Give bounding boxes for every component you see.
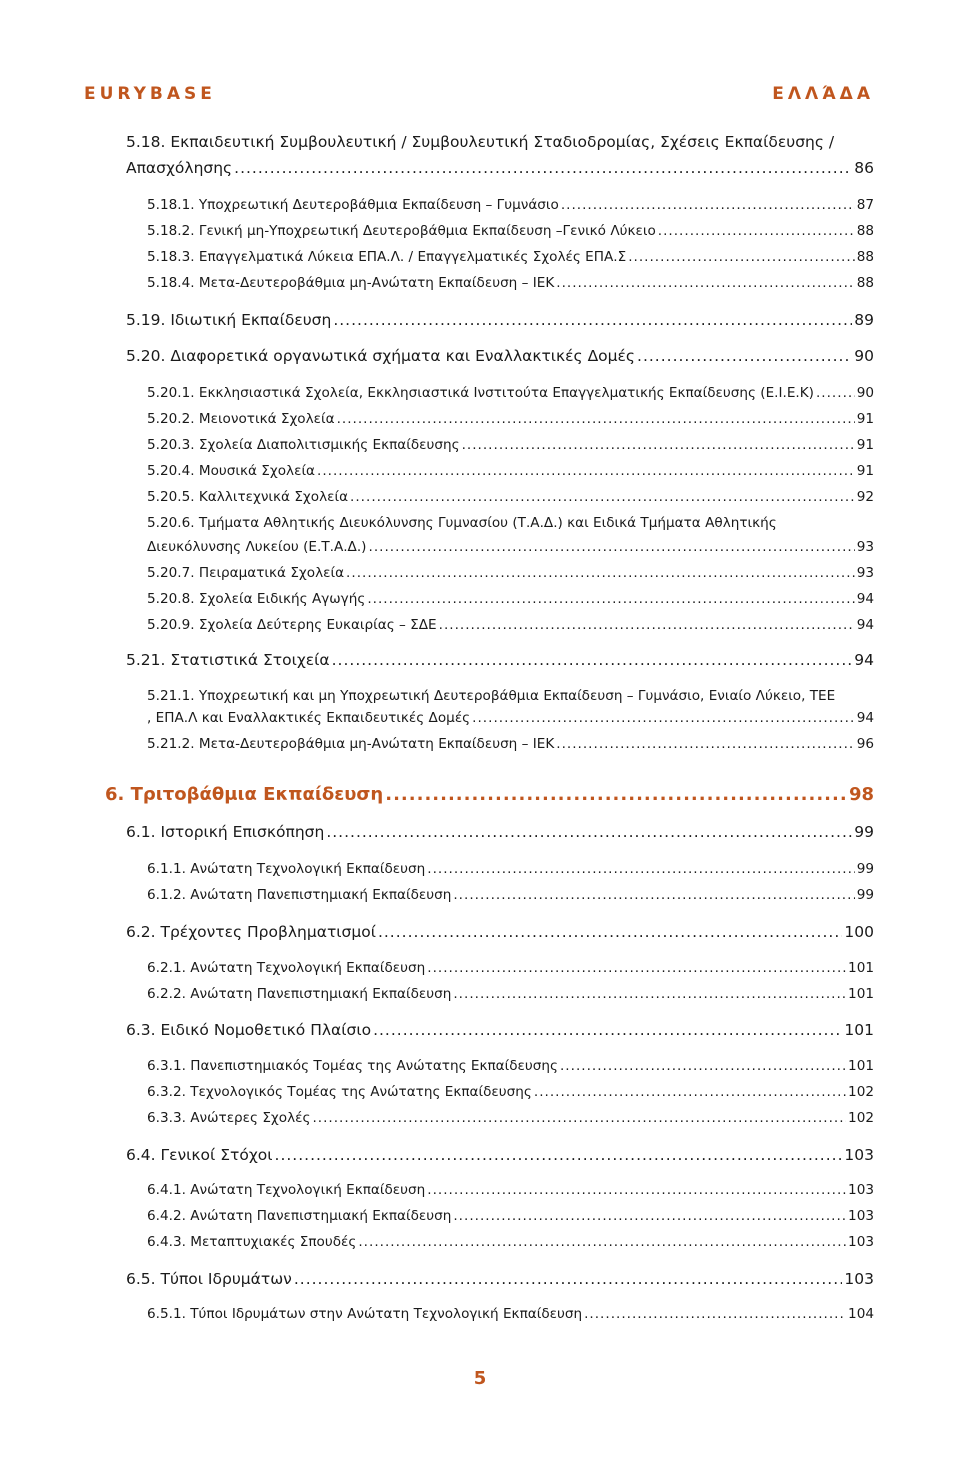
country-label: ΕΛΛΆΔΑ — [772, 84, 874, 104]
page-number: 5 — [473, 1368, 487, 1389]
toc-entry-text: 5.18.1. Υποχρεωτική Δευτεροβάθμια Εκπαίδευση – Γυμνάσιο — [147, 197, 559, 213]
toc-leader-dots — [584, 1306, 846, 1322]
toc-page-number: 101 — [848, 960, 874, 976]
toc-entry-text: 5.20. Διαφορετικά οργανωτικά σχήματα και Εναλλακτικές Δομές — [126, 347, 636, 365]
toc-leader-dots — [234, 159, 852, 177]
toc-leader-dots — [333, 311, 852, 329]
toc-leader-dots — [337, 411, 855, 427]
toc-leader-dots — [560, 1058, 846, 1074]
toc-page-number: 91 — [856, 411, 874, 427]
toc-leader-dots — [385, 784, 847, 805]
toc-entry-5-21-1[interactable] — [147, 710, 874, 726]
toc-entry-5-20-2[interactable] — [147, 411, 874, 427]
toc-entry-6-5[interactable] — [126, 1270, 874, 1288]
toc-page-number: 103 — [848, 1234, 874, 1250]
toc-page-number: 103 — [844, 1270, 874, 1288]
toc-leader-dots — [358, 1234, 846, 1250]
toc-leader-dots — [317, 463, 855, 479]
toc-entry-text: 6.5. Τύποι Ιδρυμάτων — [126, 1270, 292, 1288]
toc-entry-5-21[interactable] — [126, 651, 874, 669]
toc-entry-text: 5.20.8. Σχολεία Ειδικής Αγωγής — [147, 591, 366, 607]
toc-entry-5-20-4[interactable] — [147, 463, 874, 479]
toc-page-number: 98 — [848, 784, 874, 805]
toc-entry-text: 6.1.2. Ανώτατη Πανεπιστημιακή Εκπαίδευση — [147, 887, 452, 903]
toc-leader-dots — [816, 385, 855, 401]
toc-leader-dots — [294, 1270, 843, 1288]
toc-entry-text: 5.20.1. Εκκλησιαστικά Σχολεία, Εκκλησιαστικά Ινστιτούτα Επαγγελματικής Εκπαίδευσης (Ε.Ι.Ε.Κ) — [147, 385, 814, 401]
toc-page-number: 93 — [856, 539, 874, 555]
toc-entry-5-18[interactable] — [126, 159, 874, 177]
toc-leader-dots — [556, 275, 854, 291]
toc-leader-dots — [556, 736, 854, 752]
toc-entry-6-3-2[interactable] — [147, 1084, 874, 1100]
brand-label: EURYBASE — [84, 84, 216, 104]
toc-entry-6-1[interactable] — [126, 823, 874, 841]
toc-leader-dots — [462, 437, 855, 453]
toc-page-number: 102 — [848, 1084, 874, 1100]
toc-entry-text: 6. Τριτοβάθμια Εκπαίδευση — [105, 784, 384, 805]
toc-entry-text: Διευκόλυνσης Λυκείου (Ε.Τ.Α.Δ.) — [147, 539, 367, 555]
toc-page-number: 91 — [856, 463, 874, 479]
toc-entry-6-2-2[interactable] — [147, 986, 874, 1002]
toc-leader-dots — [439, 617, 855, 633]
toc-entry-text: 6.3. Ειδικό Νομοθετικό Πλαίσιο — [126, 1021, 372, 1039]
toc-entry-6-4-1[interactable] — [147, 1182, 874, 1198]
toc-leader-dots — [275, 1146, 843, 1164]
toc-entry-text: 6.4. Γενικοί Στόχοι — [126, 1146, 273, 1164]
toc-entry-5-19[interactable] — [126, 311, 874, 329]
toc-entry-text: 6.3.3. Ανώτερες Σχολές — [147, 1110, 311, 1126]
toc-page-number: 103 — [844, 1146, 874, 1164]
toc-entry-text: 6.2.2. Ανώτατη Πανεπιστημιακή Εκπαίδευση — [147, 986, 452, 1002]
toc-leader-dots — [427, 1182, 846, 1198]
toc-entry-6-4-3[interactable] — [147, 1234, 874, 1250]
toc-entry-text: 5.18.2. Γενική μη-Υποχρεωτική Δευτεροβάθμια Εκπαίδευση –Γενικό Λύκειο — [147, 223, 656, 239]
toc-page-number: 94 — [856, 617, 874, 633]
toc-entry-text: 5.20.9. Σχολεία Δεύτερης Ευκαιρίας – ΣΔΕ — [147, 617, 437, 633]
toc-leader-dots — [367, 591, 854, 607]
toc-entry-5-20-8[interactable] — [147, 591, 874, 607]
toc-leader-dots — [658, 223, 855, 239]
toc-leader-dots — [350, 489, 855, 505]
toc-page-number: 94 — [854, 651, 874, 669]
toc-entry-text: 6.3.1. Πανεπιστημιακός Τομέας της Ανώτατης Εκπαίδευσης — [147, 1058, 558, 1074]
toc-page-number: 86 — [854, 159, 874, 177]
toc-page-number: 103 — [848, 1208, 874, 1224]
toc-leader-dots — [312, 1110, 846, 1126]
toc-entry-5-18-line1[interactable]: 5.18. Εκπαιδευτική Συμβουλευτική / Συμβουλευτική Σταδιοδρομίας, Σχέσεις Εκπαίδευσης / — [126, 133, 835, 151]
toc-entry-text: 5.18.4. Μετα-Δευτεροβάθμια μη-Ανώτατη Εκπαίδευση – ΙΕΚ — [147, 275, 555, 291]
page-header — [84, 84, 874, 110]
toc-page-number: 104 — [848, 1306, 874, 1322]
toc-entry-5-18-1[interactable] — [147, 197, 874, 213]
toc-page-number: 91 — [856, 437, 874, 453]
toc-leader-dots — [369, 539, 855, 555]
toc-entry-6-3[interactable] — [126, 1021, 874, 1039]
toc-entry-5-20-7[interactable] — [147, 565, 874, 581]
toc-page-number: 88 — [856, 223, 874, 239]
toc-entry-text: 5.20.4. Μουσικά Σχολεία — [147, 463, 316, 479]
toc-leader-dots — [346, 565, 855, 581]
toc-leader-dots — [427, 861, 854, 877]
toc-entry-5-18-4[interactable] — [147, 275, 874, 291]
toc-leader-dots — [561, 197, 855, 213]
toc-entry-text: 5.20.5. Καλλιτεχνικά Σχολεία — [147, 489, 349, 505]
toc-leader-dots — [637, 347, 852, 365]
toc-entry-6-5-1[interactable] — [147, 1306, 874, 1322]
toc-entry-5-20-1[interactable] — [147, 385, 874, 401]
toc-leader-dots — [427, 960, 846, 976]
toc-leader-dots — [378, 923, 842, 941]
toc-page-number: 96 — [856, 736, 874, 752]
toc-leader-dots — [453, 887, 854, 903]
toc-entry-text: , ΕΠΑ.Λ και Εναλλακτικές Εκπαιδευτικές Δομές — [147, 710, 471, 726]
toc-entry-6-1-2[interactable] — [147, 887, 874, 903]
toc-leader-dots — [628, 249, 854, 265]
toc-entry-text: 5.20.2. Μειονοτικά Σχολεία — [147, 411, 335, 427]
toc-page-number: 99 — [856, 861, 874, 877]
toc-entry-5-20-6-line1[interactable]: 5.20.6. Τμήματα Αθλητικής Διευκόλυνσης Γυμνασίου (Τ.Α.Δ.) και Ειδικά Τμήματα Αθλητικής — [147, 515, 777, 531]
toc-entry-5-20-9[interactable] — [147, 617, 874, 633]
toc-leader-dots — [472, 710, 855, 726]
toc-page-number: 102 — [848, 1110, 874, 1126]
toc-page-number: 88 — [856, 275, 874, 291]
toc-entry-5-20-3[interactable] — [147, 437, 874, 453]
toc-chapter-6[interactable] — [105, 784, 874, 805]
toc-entry-5-20-5[interactable] — [147, 489, 874, 505]
toc-entry-text: Απασχόλησης — [126, 159, 233, 177]
toc-entry-text: 6.3.2. Τεχνολογικός Τομέας της Ανώτατης Εκπαίδευσης — [147, 1084, 532, 1100]
toc-entry-6-2[interactable] — [126, 923, 874, 941]
toc-entry-text: 6.4.2. Ανώτατη Πανεπιστημιακή Εκπαίδευση — [147, 1208, 452, 1224]
toc-entry-text: 6.2. Τρέχοντες Προβληματισμοί — [126, 923, 376, 941]
toc-entry-5-18-3[interactable] — [147, 249, 874, 265]
toc-entry-5-21-2[interactable] — [147, 736, 874, 752]
toc-entry-5-18-2[interactable] — [147, 223, 874, 239]
toc-page-number: 90 — [854, 347, 874, 365]
toc-entry-text: 5.21.2. Μετα-Δευτεροβάθμια μη-Ανώτατη Εκπαίδευση – ΙΕΚ — [147, 736, 555, 752]
toc-entry-6-3-1[interactable] — [147, 1058, 874, 1074]
toc-page-number: 92 — [856, 489, 874, 505]
toc-page-number: 99 — [854, 823, 874, 841]
toc-entry-5-20[interactable] — [126, 347, 874, 365]
toc-entry-text: 5.20.3. Σχολεία Διαπολιτισμικής Εκπαίδευσης — [147, 437, 460, 453]
toc-entry-text: 5.18.3. Επαγγελματικά Λύκεια ΕΠΑ.Λ. / Επαγγελματικές Σχολές ΕΠΑ.Σ — [147, 249, 627, 265]
toc-page-number: 99 — [856, 887, 874, 903]
toc-leader-dots — [453, 1208, 846, 1224]
toc-page-number: 101 — [848, 986, 874, 1002]
toc-entry-text: 5.20.7. Πειραματικά Σχολεία — [147, 565, 345, 581]
toc-entry-5-21-1-line1[interactable]: 5.21.1. Υποχρεωτική και μη Υποχρεωτική Δευτεροβάθμια Εκπαίδευση – Γυμνάσιο, Ενιαίο Λύκειο, ΤΕΕ — [147, 688, 836, 704]
toc-page-number: 89 — [854, 311, 874, 329]
toc-leader-dots — [326, 823, 852, 841]
toc-entry-6-1-1[interactable] — [147, 861, 874, 877]
toc-entry-6-4[interactable] — [126, 1146, 874, 1164]
toc-page-number: 94 — [856, 591, 874, 607]
toc-page-number: 93 — [856, 565, 874, 581]
toc-page-number: 94 — [856, 710, 874, 726]
toc-entry-text: 6.1.1. Ανώτατη Τεχνολογική Εκπαίδευση — [147, 861, 426, 877]
toc-entry-text: 6.4.1. Ανώτατη Τεχνολογική Εκπαίδευση — [147, 1182, 426, 1198]
toc-page-number: 101 — [848, 1058, 874, 1074]
toc-page-number: 90 — [856, 385, 874, 401]
toc-entry-6-4-2[interactable] — [147, 1208, 874, 1224]
toc-page-number: 88 — [856, 249, 874, 265]
toc-leader-dots — [453, 986, 846, 1002]
toc-entry-text: 6.5.1. Τύποι Ιδρυμάτων στην Ανώτατη Τεχνολογική Εκπαίδευση — [147, 1306, 583, 1322]
toc-page-number: 101 — [844, 1021, 874, 1039]
toc-entry-5-20-6[interactable] — [147, 539, 874, 555]
toc-page-number: 87 — [856, 197, 874, 213]
toc-leader-dots — [534, 1084, 846, 1100]
toc-entry-text: 6.4.3. Μεταπτυχιακές Σπουδές — [147, 1234, 357, 1250]
toc-page-number: 103 — [848, 1182, 874, 1198]
toc-entry-6-3-3[interactable] — [147, 1110, 874, 1126]
toc-leader-dots — [373, 1021, 842, 1039]
toc-entry-text: 5.19. Ιδιωτική Εκπαίδευση — [126, 311, 332, 329]
toc-page-number: 100 — [844, 923, 874, 941]
toc-entry-text: 6.1. Ιστορική Επισκόπηση — [126, 823, 325, 841]
toc-entry-6-2-1[interactable] — [147, 960, 874, 976]
toc-entry-text: 6.2.1. Ανώτατη Τεχνολογική Εκπαίδευση — [147, 960, 426, 976]
toc-leader-dots — [332, 651, 853, 669]
toc-entry-text: 5.21. Στατιστικά Στοιχεία — [126, 651, 330, 669]
